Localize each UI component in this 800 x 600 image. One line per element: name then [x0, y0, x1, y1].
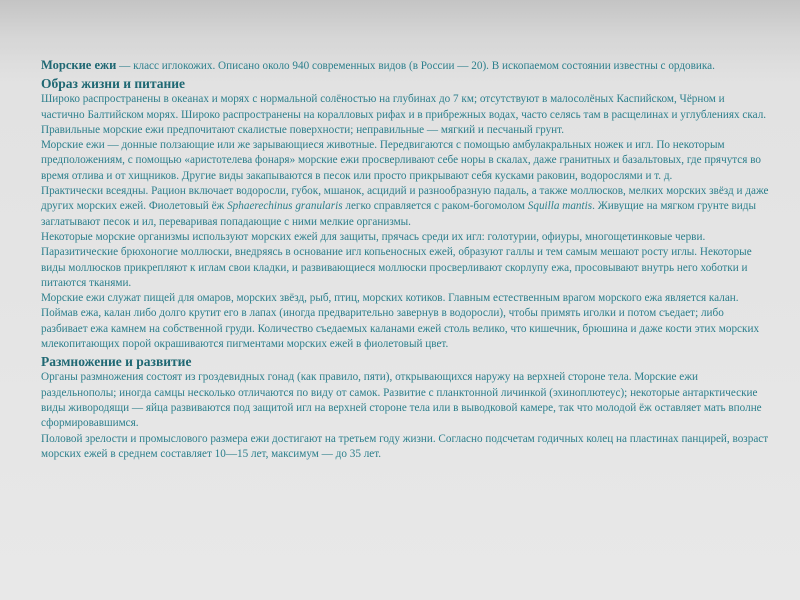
diet-text-c: . Живущие на мягком грунте виды заглатывают песок и ил, переваривая попадающие с ними мелкие организмы.	[41, 200, 757, 228]
paragraph-movement: Морские ежи — донные ползающие или же зарывающиеся животные. Передвигаются с помощью амбулакральных ножек и игл. По некоторым предположениям, с помощью «аристотелева фонаря» морские ежи просверливают себе норы в скалах, даже гранитных и базальтовых, где прячутся во время отлива и от хищников. Другие виды закапываются в песок или просто прикрывают себя кусками раковин, водорослями и т. д.	[41, 139, 762, 182]
section-heading-lifestyle: Образ жизни и питание	[41, 76, 186, 92]
species-name-2: Squilla mantis	[527, 200, 593, 213]
article	[41, 58, 771, 462]
paragraph-lifespan: Половой зрелости и промыслового размера ежи достигают на третьем году жизни. Согласно подсчетам годичных колец на пластинах панцирей, возраст морских ежей в среднем составляет 10—15 лет, максимум — до 35 лет.	[41, 432, 769, 460]
diet-text-a: Практически всеядны. Рацион включает водоросли, губок, мшанок, асцидий и разнообразную падаль, а также моллюсков, мелких морских звёзд и даже других морских ежей. Фиолетовый ёж	[41, 185, 769, 213]
paragraph-reproduction: Органы размножения состоят из гроздевидных гонад (как правило, пяти), открывающихся наружу на верхней стороне тела. Морские ежи раздельнополы; иногда самцы несколько отличаются по виду от самок. Развитие с планктонной личинкой (эхиноплютеус); некоторые антарктические виды живородящи — яйца развиваются под защитой игл на верхней стороне тела или в выводковой камере, так что молодой ёж оставляет мать вполне сформировавшимся.	[41, 371, 762, 430]
section-heading-reproduction: Размножение и развитие	[41, 354, 192, 370]
intro-text: — класс иглокожих. Описано около 940 современных видов (в России — 20). В ископаемом состоянии известны с ордовика.	[116, 60, 715, 72]
paragraph-predators: Морские ежи служат пищей для омаров, морских звёзд, рыб, птиц, морских котиков. Главным естественным врагом морского ежа является калан. Поймав ежа, калан либо долго крутит его в лапах (иногда предварительно завернув в водоросли), чтобы примять иголки и потом съедает; либо разбивает ежа камнем на собственной груди. Количество съедаемых каланами ежей столь велико, что кишечник, брюшина и даже кости этих морских млекопитающих порой окрашиваются пигментами морских ежей в фиолетовый цвет.	[41, 292, 760, 351]
diet-text-b: легко справляется с раком-богомолом	[342, 200, 528, 213]
paragraph-diet	[41, 184, 771, 230]
intro-lead: Морские ежи	[41, 58, 117, 72]
top-band	[0, 0, 800, 56]
species-name-1: Sphaerechinus granularis	[227, 200, 343, 213]
intro-paragraph	[41, 58, 771, 74]
paragraph-habitat: Широко распространены в океанах и морях с нормальной солёностью на глубинах до 7 км; отсутствуют в малосолёных Каспийском, Чёрном и частично Балтийском морях. Широко распространены на коралловых рифах и в прибрежных водах, часто селясь там в расщелинах и углублениях скал. Правильные морские ежи предпочитают скалистые поверхности; неправильные — мягкий и песчаный грунт.	[41, 93, 767, 136]
paragraph-symbionts: Некоторые морские организмы используют морских ежей для защиты, прячась среди их игл: голотурии, офиуры, многощетинковые черви. Паразитические брюхоногие моллюски, внедряясь в основание игл копьеносных ежей, образуют галлы и тем самым мешают росту иглы. Некоторые виды моллюсков прикрепляют к иглам свои кладки, и развивающиеся моллюски просверливают скорлупу ежа, просовывают внутрь него хоботки и питаются тканями.	[41, 230, 752, 289]
